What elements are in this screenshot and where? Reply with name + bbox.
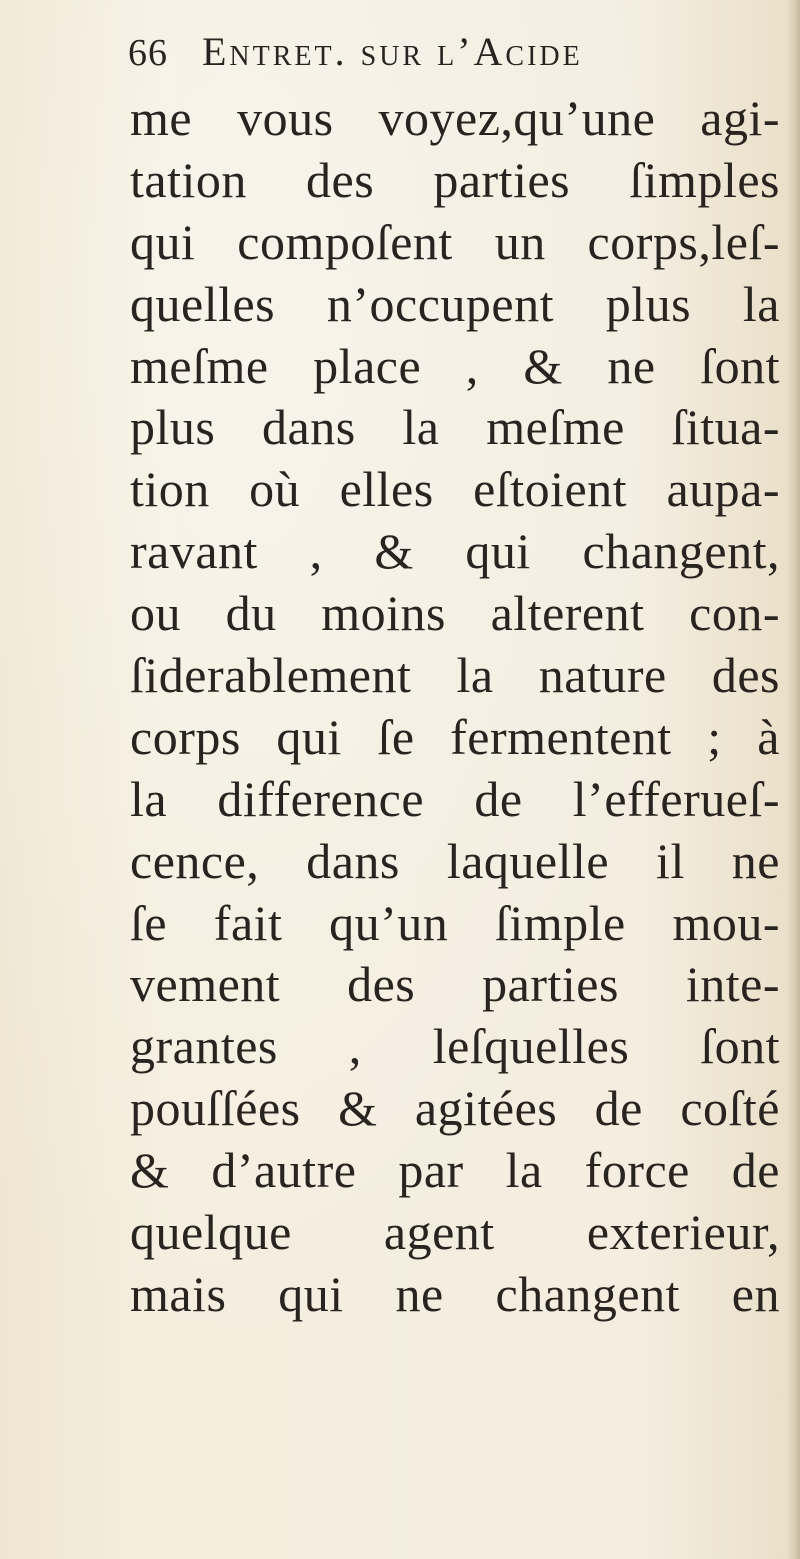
text-line: tion où elles eſtoient aupa-	[130, 461, 780, 518]
text-line: quelles n’occupent plus la	[130, 275, 780, 332]
text-line: quelque agent exterieur,	[130, 1204, 780, 1261]
text-line: mais qui ne changent en	[130, 1265, 780, 1322]
text-line: pouſſées & agitées de coſté	[130, 1080, 780, 1137]
text-line: corps qui ſe fermentent ; à	[130, 708, 780, 765]
text-line: qui compoſent un corps,leſ-	[130, 213, 780, 270]
text-line: tation des parties ſimples	[130, 151, 780, 208]
text-line: ou du moins alterent con-	[130, 585, 780, 642]
text-line: me vous voyez,qu’une agi-	[130, 90, 780, 146]
text-line: ſe fait qu’un ſimple mou-	[130, 894, 780, 951]
text-line: ravant , & qui changent,	[130, 523, 780, 580]
text-line: cence, dans laquelle il ne	[130, 832, 780, 889]
text-line: plus dans la meſme ſitua-	[130, 399, 780, 456]
text-line: ſiderablement la nature des	[130, 647, 780, 704]
page-edge-shadow	[786, 0, 800, 1559]
text-line: meſme place , & ne ſont	[130, 337, 780, 394]
text-line: grantes , leſquelles ſont	[130, 1018, 780, 1075]
page-number: 66	[128, 32, 168, 74]
page-header	[128, 28, 768, 94]
text-line: & d’autre par la force de	[130, 1142, 780, 1199]
text-line: la difference de l’efferueſ-	[130, 770, 780, 827]
body-text	[130, 88, 780, 1326]
running-title: Entret. sur l’Acide	[202, 29, 583, 74]
text-line: vement des parties inte-	[130, 956, 780, 1013]
